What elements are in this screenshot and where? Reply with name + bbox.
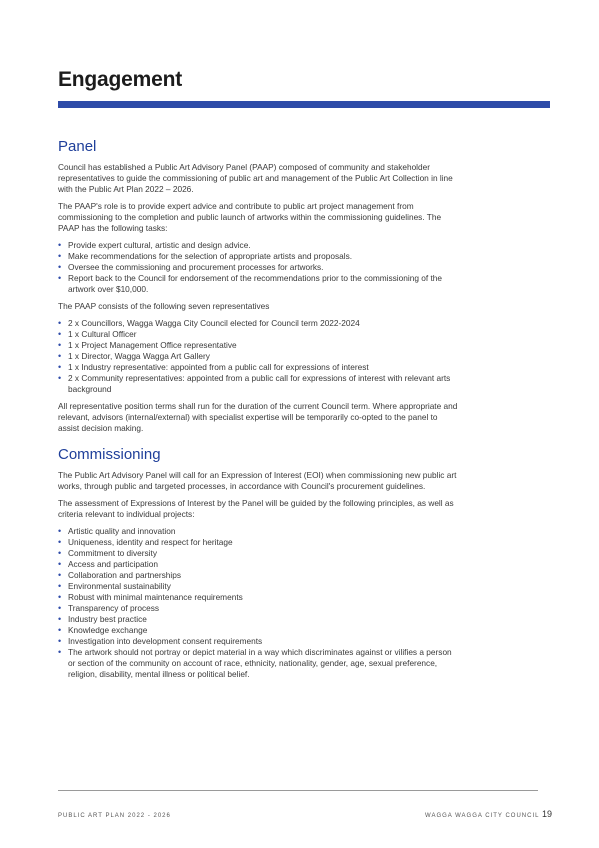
panel-section: [58, 138, 458, 434]
bullet-icon: •: [58, 526, 62, 536]
bullet-icon: •: [58, 636, 62, 646]
list-item-text: 1 x Director, Wagga Wagga Art Gallery: [68, 351, 210, 361]
list-item: [58, 570, 458, 581]
bullet-icon: •: [58, 614, 62, 624]
commissioning-heading: Commissioning: [58, 446, 161, 463]
list-item: [58, 647, 458, 680]
bullet-icon: •: [58, 251, 62, 261]
list-item: [58, 581, 458, 592]
bullet-icon: •: [58, 329, 62, 339]
list-item: [58, 603, 458, 614]
list-item-text: Access and participation: [68, 559, 158, 569]
list-item: [58, 329, 458, 340]
main-content: [58, 138, 458, 686]
list-item: [58, 592, 458, 603]
list-item: [58, 351, 458, 362]
bullet-icon: •: [58, 537, 62, 547]
panel-terms-paragraph: All representative position terms shall run for the duration of the current Council term. Where appropriate and relevant, advisors (internal/external) with specialist expertise will be temporarily co-opted to the panel to assist decision making.: [58, 401, 458, 433]
list-item-text: Oversee the commissioning and procurement processes for artworks.: [68, 262, 324, 272]
list-item: [58, 559, 458, 570]
bullet-icon: •: [58, 603, 62, 613]
list-item-text: Artistic quality and innovation: [68, 526, 176, 536]
bullet-icon: •: [58, 240, 62, 250]
bullet-icon: •: [58, 318, 62, 328]
bullet-icon: •: [58, 625, 62, 635]
bullet-icon: •: [58, 592, 62, 602]
panel-tasks-list: [58, 240, 458, 295]
page-number: 19: [542, 809, 553, 819]
bullet-icon: •: [58, 647, 62, 657]
bullet-icon: •: [58, 570, 62, 580]
panel-heading: Panel: [58, 138, 97, 155]
title-accent-bar: [58, 101, 550, 108]
list-item: [58, 251, 458, 262]
list-item: [58, 537, 458, 548]
list-item-text: Knowledge exchange: [68, 625, 148, 635]
list-item: [58, 318, 458, 329]
footer-divider: [58, 790, 538, 791]
bullet-icon: •: [58, 548, 62, 558]
list-item-text: Report back to the Council for endorsement of the recommendations prior to the commissioning of the artwork over $10,000.: [68, 273, 443, 294]
list-item: [58, 636, 458, 647]
commissioning-intro-paragraph: The Public Art Advisory Panel will call for an Expression of Interest (EOI) when commissioning new public art works, through public and targeted processes, in accordance with Council's procurement guidelines.: [58, 470, 457, 491]
bullet-icon: •: [58, 273, 62, 283]
bullet-icon: •: [58, 581, 62, 591]
list-item-text: 1 x Project Management Office representative: [68, 340, 237, 350]
bullet-icon: •: [58, 351, 62, 361]
footer-council-name: WAGGA WAGGA CITY COUNCIL: [425, 813, 540, 819]
bullet-icon: •: [58, 373, 62, 383]
list-item-text: Make recommendations for the selection of appropriate artists and proposals.: [68, 251, 353, 261]
list-item: [58, 240, 458, 251]
bullet-icon: •: [58, 262, 62, 272]
list-item: [58, 273, 458, 295]
panel-representatives-intro: The PAAP consists of the following seven representatives: [58, 301, 270, 311]
list-item-text: 2 x Community representatives: appointed from a public call for expressions of interest with relevant arts background: [68, 373, 451, 394]
list-item: [58, 625, 458, 636]
list-item-text: Commitment to diversity: [68, 548, 157, 558]
list-item-text: Collaboration and partnerships: [68, 570, 182, 580]
list-item-text: Robust with minimal maintenance requirements: [68, 592, 243, 602]
list-item-text: Provide expert cultural, artistic and design advice.: [68, 240, 251, 250]
bullet-icon: •: [58, 559, 62, 569]
footer-document-title: PUBLIC ART PLAN 2022 - 2026: [58, 813, 171, 819]
bullet-icon: •: [58, 362, 62, 372]
list-item: [58, 614, 458, 625]
page-title: Engagement: [58, 68, 183, 91]
commissioning-principles-list: [58, 526, 458, 680]
list-item: [58, 548, 458, 559]
panel-intro-paragraph: Council has established a Public Art Advisory Panel (PAAP) composed of community and stakeholder representatives to guide the commissioning of public art and management of the Public Art Collection in line with the Public Art Plan 2022 – 2026.: [58, 162, 453, 194]
list-item-text: 1 x Industry representative: appointed from a public call for expressions of interest: [68, 362, 369, 372]
list-item: [58, 340, 458, 351]
list-item: [58, 362, 458, 373]
commissioning-assessment-paragraph: The assessment of Expressions of Interest by the Panel will be guided by the following principles, as well as criteria relevant to individual projects:: [58, 498, 454, 519]
list-item-text: 1 x Cultural Officer: [68, 329, 137, 339]
list-item-text: The artwork should not portray or depict material in a way which discriminates against or vilifies a person or section of the community on account of race, ethnicity, nationality, gender, age, sexual preference, religion, disability, mental illness or political belief.: [68, 647, 452, 679]
bullet-icon: •: [58, 340, 62, 350]
list-item-text: Uniqueness, identity and respect for heritage: [68, 537, 233, 547]
list-item-text: Transparency of process: [68, 603, 159, 613]
list-item: [58, 526, 458, 537]
panel-representatives-list: [58, 318, 458, 395]
list-item: [58, 373, 458, 395]
panel-role-paragraph: The PAAP's role is to provide expert advice and contribute to public art project management from commissioning to the completion and public launch of artworks within the commissioning guidelines. The PAAP has the following tasks:: [58, 201, 442, 233]
list-item-text: Environmental sustainability: [68, 581, 171, 591]
list-item-text: 2 x Councillors, Wagga Wagga City Council elected for Council term 2022-2024: [68, 318, 360, 328]
list-item-text: Investigation into development consent requirements: [68, 636, 263, 646]
commissioning-section: [58, 446, 458, 680]
list-item-text: Industry best practice: [68, 614, 147, 624]
list-item: [58, 262, 458, 273]
